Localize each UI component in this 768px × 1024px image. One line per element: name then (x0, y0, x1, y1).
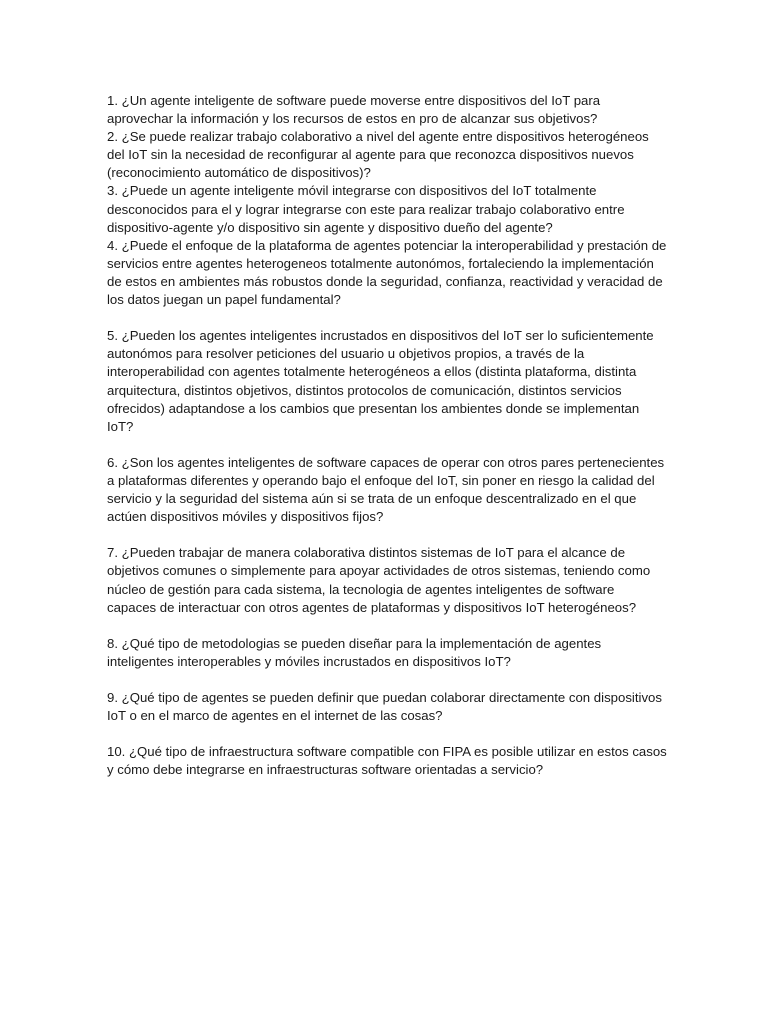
question-2: 2. ¿Se puede realizar trabajo colaborativo a nivel del agente entre dispositivos heterogéneos del IoT sin la necesidad de reconfigurar al agente para que reconozca dispositivos nuevos (reconocimiento automático de dispositivos)? (107, 129, 649, 181)
question-group-1-4 (107, 92, 667, 309)
question-group-10 (107, 743, 667, 779)
question-7: 7. ¿Pueden trabajar de manera colaborativa distintos sistemas de IoT para el alcance de objetivos comunes o simplemente para apoyar actividades de otros sistemas, teniendo como núcleo de gestión para cada sistema, la tecnologia de agentes inteligentes de software capaces de interactuar con otros agentes de plataformas y dispositivos IoT heterogéneos? (107, 545, 651, 615)
question-group-8 (107, 635, 667, 671)
question-group-5 (107, 327, 667, 436)
question-9: 9. ¿Qué tipo de agentes se pueden definir que puedan colaborar directamente con dispositivos IoT o en el marco de agentes en el internet de las cosas? (107, 690, 662, 724)
question-1: 1. ¿Un agente inteligente de software puede moverse entre dispositivos del IoT para aprovechar la información y los recursos de estos en pro de alcanzar sus objetivos? (107, 93, 601, 127)
question-8: 8. ¿Qué tipo de metodologias se pueden diseñar para la implementación de agentes inteligentes interoperables y móviles incrustados en dispositivos IoT? (107, 635, 602, 669)
question-group-7 (107, 544, 667, 616)
question-6: 6. ¿Son los agentes inteligentes de software capaces de operar con otros pares pertenecientes a plataformas diferentes y operando bajo el enfoque del IoT, sin poner en riesgo la calidad del servicio y la seguridad del sistema aún si se trata de un enfoque descentralizado en el que actúen dispositivos móviles y dispositivos fijos? (107, 454, 665, 525)
question-group-6 (107, 454, 667, 526)
question-group-9 (107, 689, 667, 725)
question-10: 10. ¿Qué tipo de infraestructura software compatible con FIPA es posible utilizar en estos casos y cómo debe integrarse en infraestructuras software orientadas a servicio? (107, 744, 667, 778)
question-5: 5. ¿Pueden los agentes inteligentes incrustados en dispositivos del IoT ser lo suficientemente autonómos para resolver peticiones del usuario u objetivos propios, a través de la interoperabilidad con agentes totalmente heterogéneos a ellos (distinta plataforma, distinta arquitectura, distintos objetivos, distintos protocolos de comunicación, distintos servicios ofrecidos) adaptandose a los cambios que presentan los ambientes donde se implementan IoT? (107, 328, 654, 434)
question-4: 4. ¿Puede el enfoque de la plataforma de agentes potenciar la interoperabilidad y prestación de servicios entre agentes heterogeneos totalmente autonómos, fortaleciendo la implementación de estos en ambientes más robustos donde la seguridad, confianza, reactividad y veracidad de los datos juegan un papel fundamental? (107, 237, 667, 308)
question-3: 3. ¿Puede un agente inteligente móvil integrarse con dispositivos del IoT totalmente desconocidos para el y lograr integrarse con este para realizar trabajo colaborativo entre dispositivo-agente y/o dispositivo sin agente y dispositivo dueño del agente? (107, 183, 625, 235)
question-list (107, 92, 667, 798)
